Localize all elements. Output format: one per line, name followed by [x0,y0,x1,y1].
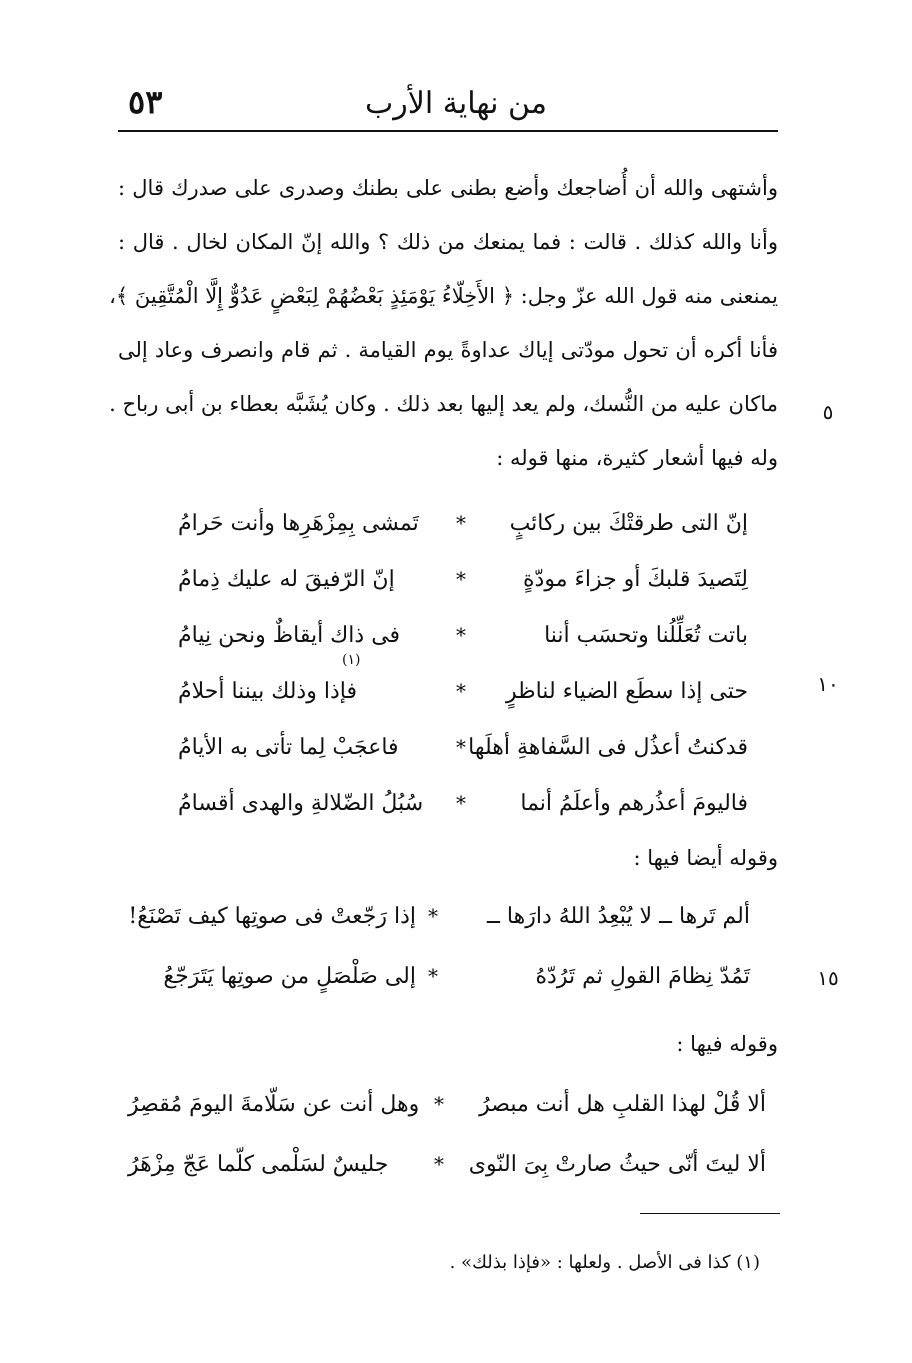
verse-line [163,946,750,1006]
verse-line [178,775,748,831]
verse-second-hemistich: فإذا وذلك بيننا أحلامُ [178,678,357,704]
footnote-rule [640,1213,780,1214]
verse-second-hemistich: إذا رَجّعتْ فى صوتِها كيف تَصْنَعُ! [128,903,416,929]
verse-separator: * [456,623,466,647]
prose-paragraph [109,161,778,485]
verse-first-hemistich: لِتَصيدَ قلبكَ أو جزاءَ مودّةٍ [523,566,748,592]
verse-first-hemistich: قدكنتُ أعذُل فى السَّفاهةِ أهلَها [468,734,748,760]
running-header-title: من نهاية الأرب [365,86,547,121]
verse-line [178,607,748,663]
verse-line [128,886,750,946]
verse-second-hemistich: إنّ الرّفيقَ له عليك ذِمامُ [178,566,395,592]
verse-first-hemistich: فاليومَ أعذُرهم وأعلَمُ أنما [520,790,748,816]
verse-line [178,495,748,551]
verse-second-hemistich: فى ذاك أيقاظٌ ونحن نِيامُ [178,622,401,648]
prose-line: ماكان عليه من النُّسك، ولم يعد إليها بعد ذلك . وكان يُشَبَّه بعطاء بن أبى رباح . [109,392,778,416]
verse-separator: * [456,679,466,703]
verse-separator: * [456,791,466,815]
verse-second-hemistich: فاعجَبْ لِما تأتى به الأيامُ [178,734,399,760]
verse-separator: * [428,964,438,988]
poem-2 [128,886,750,1006]
verse-separator: * [428,904,438,928]
verse-separator: * [434,1092,444,1116]
verse-line [178,551,748,607]
poem-1 [178,495,748,831]
verse-first-hemistich: حتى إذا سطَع الضياء لناظرٍ [505,678,748,704]
verse-second-hemistich: إلى صَلْصَلٍ من صوتِها يَتَرَجّعُ [163,963,416,989]
verse-line [178,719,748,775]
verse-separator: * [456,567,466,591]
page-number: ٥٣ [128,83,163,121]
verse-line [128,1134,766,1194]
line-number-5: ٥ [822,400,834,424]
verse-first-hemistich: ألا ليتَ أنّى حيثُ صارتْ بِىَ النّوى [468,1151,766,1177]
verse-second-hemistich: تَمشى بِمِزْهَرِها وأنت حَرامُ [178,510,419,536]
verse-separator: * [456,511,466,535]
footnote: (١) كذا فى الأصل . ولعلها : «فإذا بذلك» . [449,1252,760,1273]
footnote-reference-marker: (١) [342,652,361,668]
line-number-15: ١٥ [817,966,839,990]
verse-first-hemistich: ألم تَرها ــ لا يُبْعِدُ اللهُ دارَها ــ [487,903,750,929]
verse-first-hemistich: تَمُدّ نِظامَ القولِ ثم تَرُدّهُ [535,963,750,989]
verse-second-hemistich: سُبُلُ الضّلالةِ والهدى أقسامُ [178,790,424,816]
verse-separator: * [456,735,466,759]
poem-3 [128,1074,766,1194]
prose-line: وأنا والله كذلك . قالت : فما يمنعك من ذلك ؟ والله إنّ المكان لخال . قال : [118,230,778,254]
prose-line: وأشتهى والله أن أُضاجعك وأضع بطنى على بطنك وصدرى على صدرك قال : [118,176,778,200]
poem-intro: وقوله فيها : [676,1032,778,1056]
prose-line: يمنعنى منه قول الله عزّ وجل: ﴿ الأَخِلّاءُ يَوْمَئِذٍ بَعْضُهُمْ لِبَعْضٍ عَدُوٌّ إِلَّا الْمُتَّقِينَ ﴾، [109,284,778,308]
verse-line [178,663,748,719]
verse-second-hemistich: وهل أنت عن سَلّامةَ اليومَ مُقصِرُ [128,1091,420,1117]
prose-line: فأنا أكره أن تحول مودّتى إياك عداوةً يوم القيامة . ثم قام وانصرف وعاد إلى [118,338,778,362]
line-number-10: ١٠ [817,672,839,696]
verse-line [128,1074,766,1134]
verse-separator: * [434,1152,444,1176]
verse-first-hemistich: ألا قُلْ لهذا القلبِ هل أنت مبصرُ [479,1091,766,1117]
verse-first-hemistich: باتت تُعَلِّلُنا وتحسَب أننا [544,622,748,648]
poem-intro: وقوله أيضا فيها : [633,846,778,870]
header-rule [118,130,778,132]
prose-line: وله فيها أشعار كثيرة، منها قوله : [496,446,778,470]
verse-second-hemistich: جليسٌ لسَلْمى كلّما عَجّ مِزْهَرُ [128,1151,389,1177]
verse-first-hemistich: إنّ التى طرقتْكَ بين ركائبٍ [509,510,748,536]
